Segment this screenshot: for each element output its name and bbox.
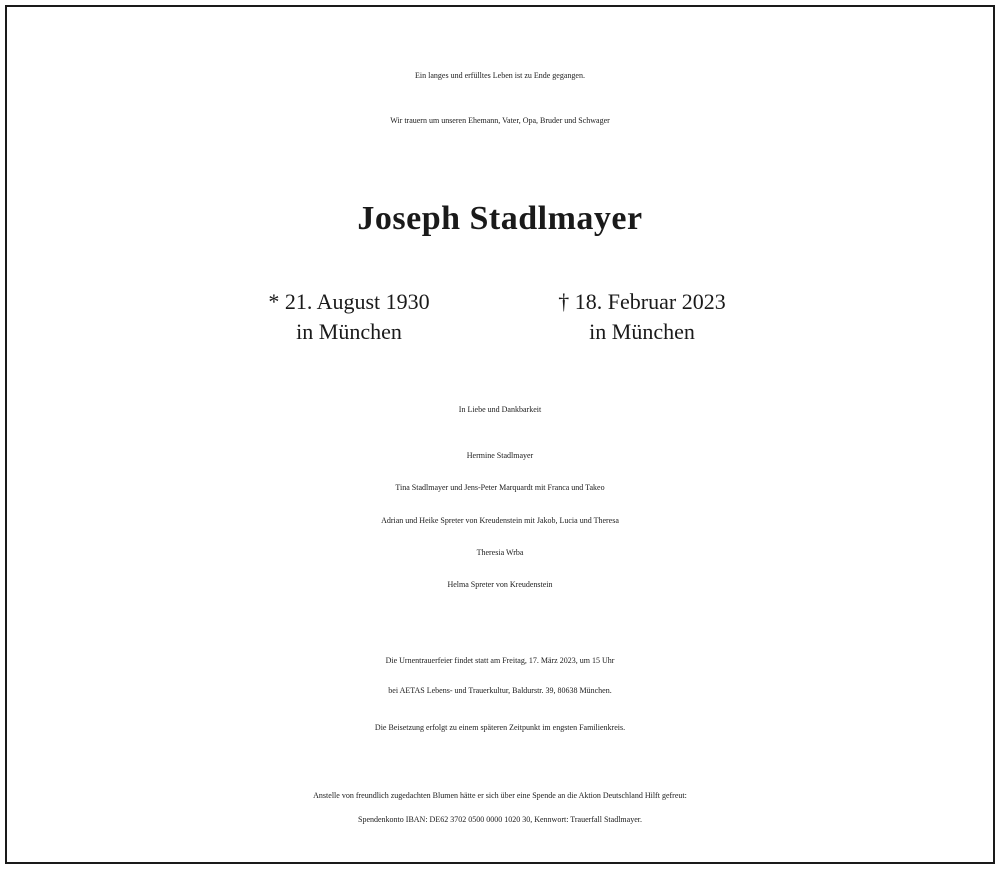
donation-line-2: Spendenkonto IBAN: DE62 3702 0500 0000 1020 30, Kennwort: Trauerfall Stadlmayer.	[358, 815, 642, 824]
intro-line-2: Wir trauern um unseren Ehemann, Vater, Opa, Bruder und Schwager	[390, 116, 610, 125]
mourner-name: Tina Stadlmayer und Jens-Peter Marquardt mit Franca und Takeo	[395, 483, 605, 492]
birth-date: * 21. August 1930	[268, 289, 430, 314]
birth-info	[199, 287, 499, 347]
deceased-name: Joseph Stadlmayer	[357, 200, 643, 237]
mourner-name: Adrian und Heike Spreter von Kreudenstein mit Jakob, Lucia und Theresa	[381, 516, 619, 525]
mourner-name: Hermine Stadlmayer	[466, 451, 534, 460]
obituary-notice	[5, 5, 995, 864]
mourner-name: Theresia Wrba	[476, 548, 524, 557]
ceremony-line-2: bei AETAS Lebens- und Trauerkultur, Baldurstr. 39, 80638 München.	[388, 686, 612, 695]
death-place: in München	[589, 319, 695, 344]
intro-line-1: Ein langes und erfülltes Leben ist zu Ende gegangen.	[415, 71, 585, 80]
donation-line-1: Anstelle von freundlich zugedachten Blumen hätte er sich über eine Spende an die Aktion Deutschland Hilft gefreut:	[313, 791, 687, 800]
burial-note: Die Beisetzung erfolgt zu einem späteren Zeitpunkt im engsten Familienkreis.	[374, 723, 626, 732]
mourners-heading: In Liebe und Dankbarkeit	[458, 405, 542, 414]
birth-place: in München	[296, 319, 402, 344]
ceremony-line-1: Die Urnentrauerfeier findet statt am Freitag, 17. März 2023, um 15 Uhr	[385, 656, 615, 665]
death-date: † 18. Februar 2023	[558, 289, 726, 314]
death-info	[492, 287, 792, 347]
mourner-name: Helma Spreter von Kreudenstein	[447, 580, 553, 589]
